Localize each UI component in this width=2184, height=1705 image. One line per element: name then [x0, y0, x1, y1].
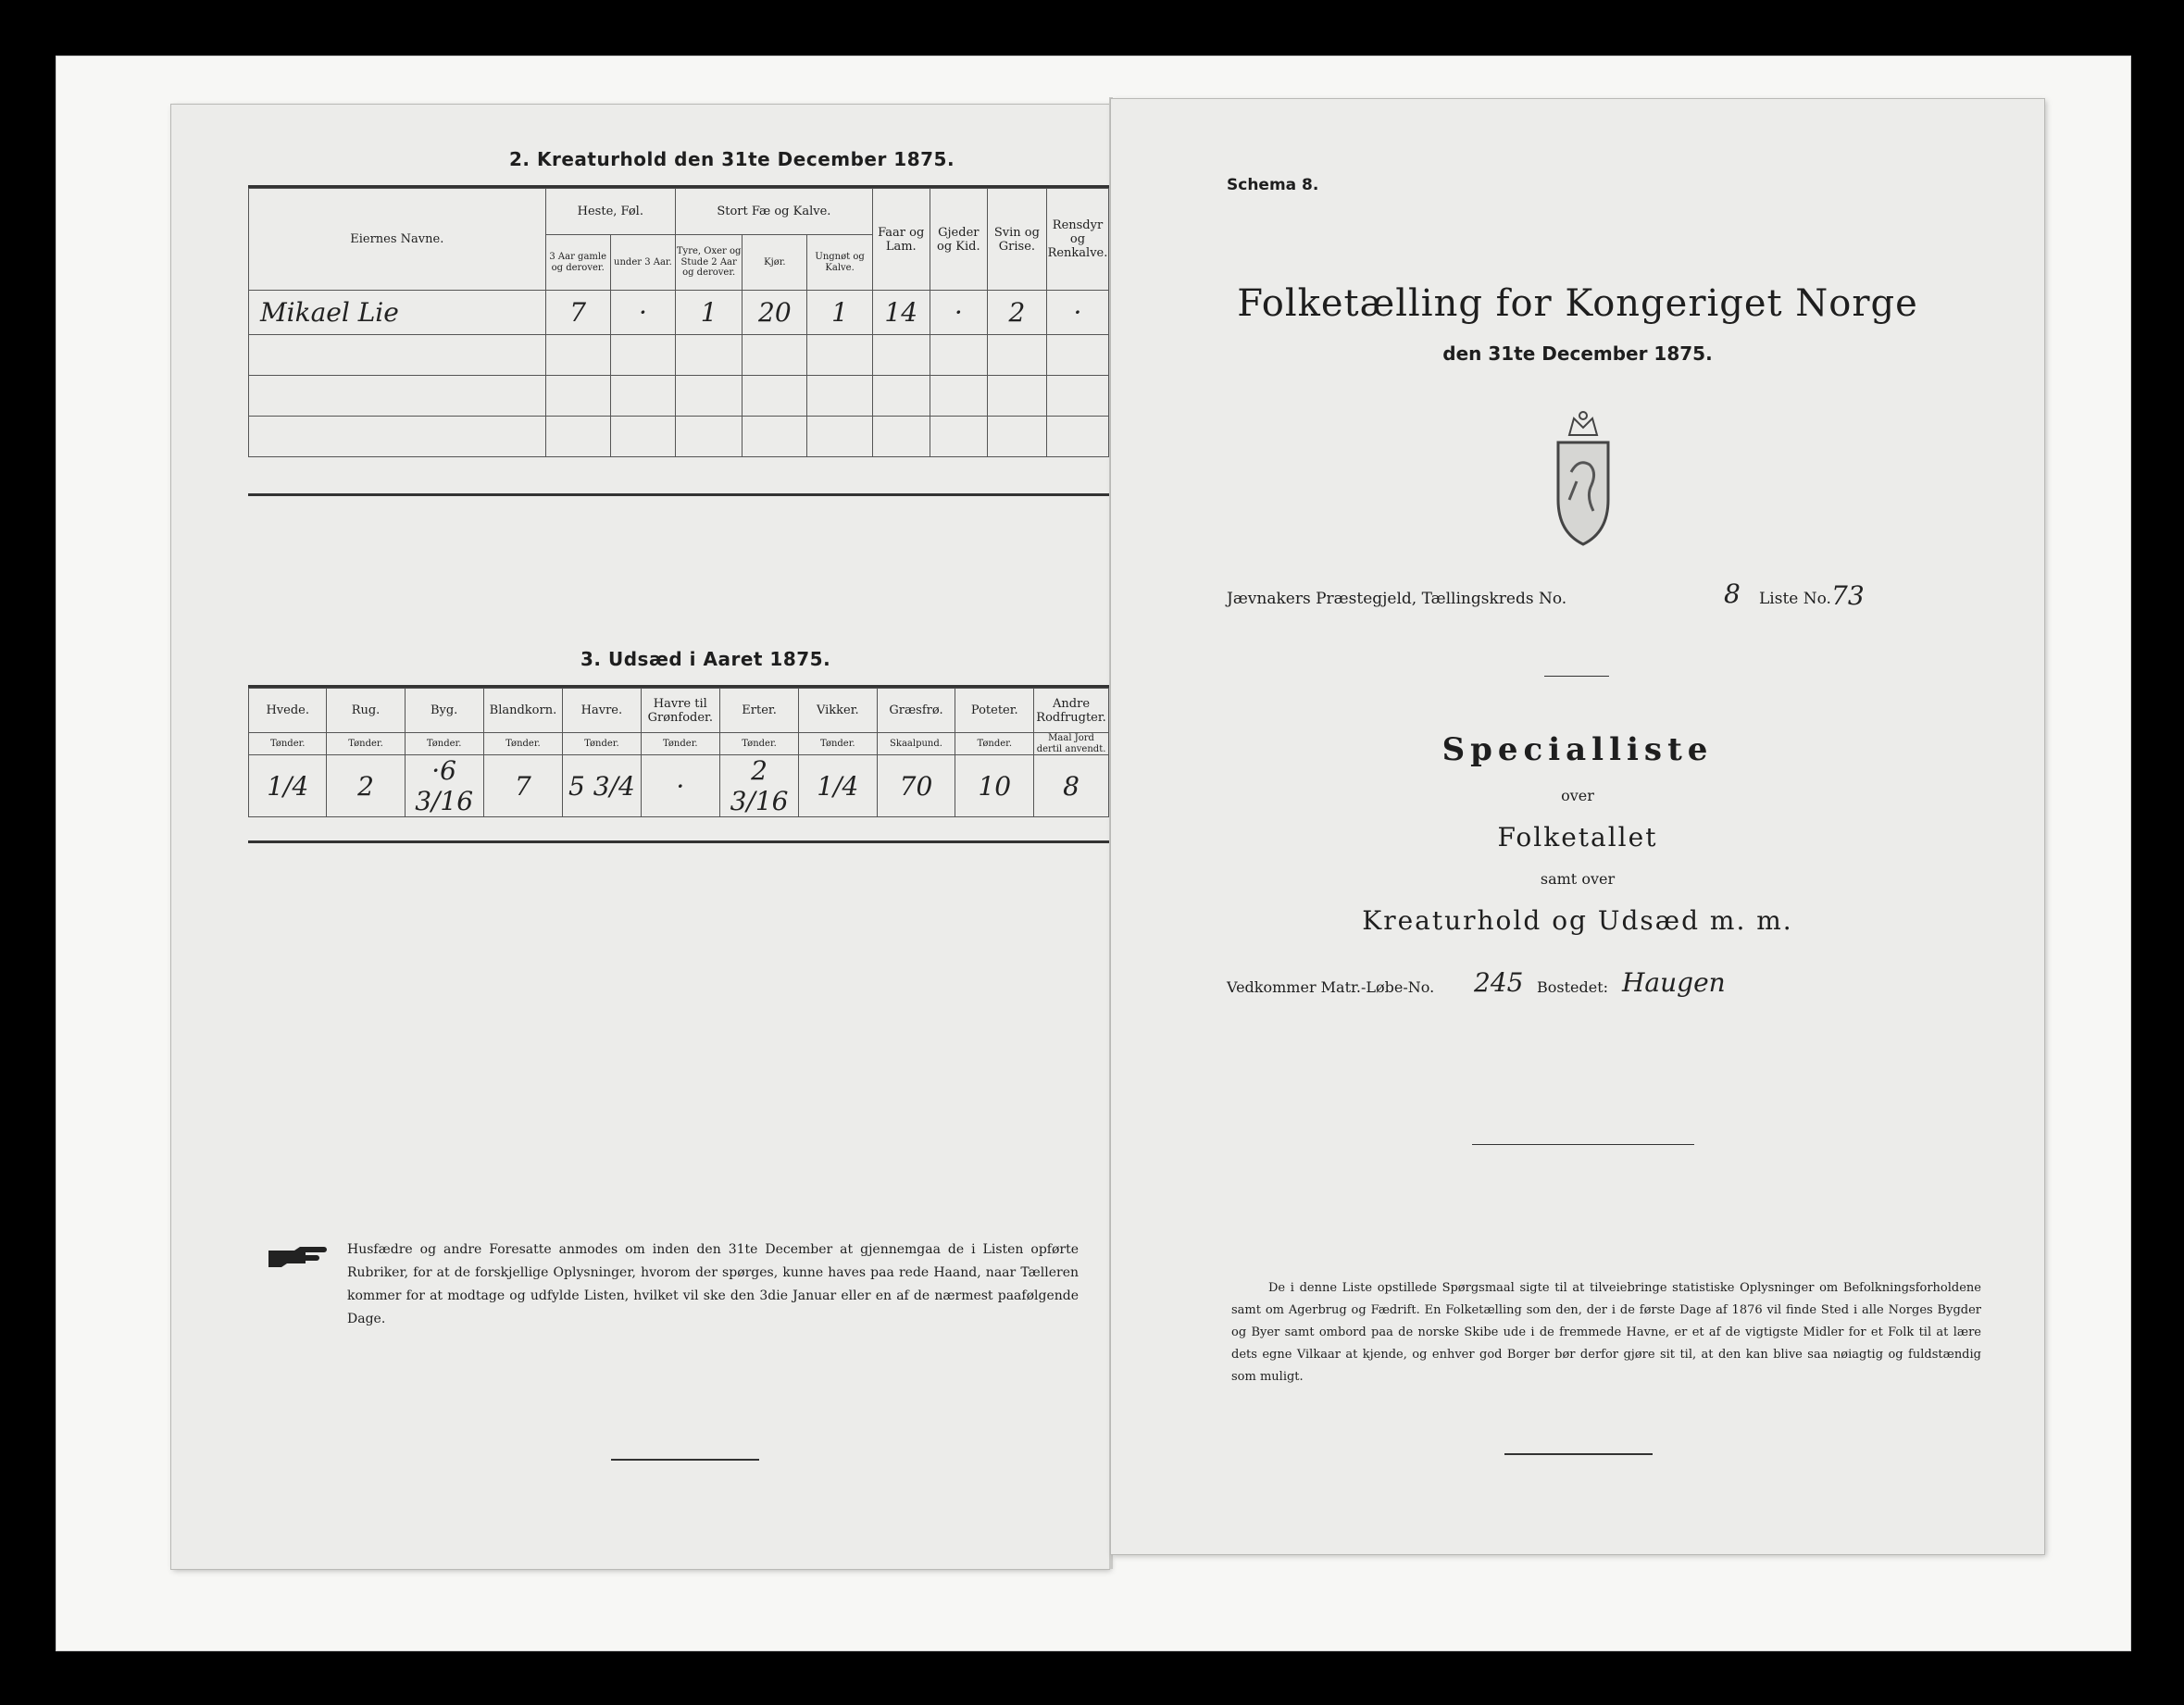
owner-cell: Mikael Lie [249, 291, 546, 335]
coat-of-arms-icon [1541, 407, 1625, 546]
horses-young-cell: · [610, 291, 675, 335]
seed-unit-5: Tønder. [641, 733, 719, 755]
list-number: 73 [1831, 580, 1865, 611]
bosted-label: Bostedet: [1537, 978, 1609, 996]
reindeer-cell: · [1046, 291, 1108, 335]
cows-header: Kjør. [743, 235, 807, 291]
horses-header: Heste, Føl. [545, 189, 675, 235]
seed-value-8: 70 [877, 755, 955, 817]
goats-header: Gjeder og Kid. [930, 189, 987, 291]
seed-unit-9: Tønder. [955, 733, 1034, 755]
matr-number: 245 [1474, 967, 1524, 998]
seed-header-6: Erter. [720, 689, 799, 733]
district-label: Jævnakers Præstegjeld, Tællingskreds No. [1227, 590, 1567, 608]
cattle-header: Stort Fæ og Kalve. [676, 189, 873, 235]
seed-unit-2: Tønder. [405, 733, 483, 755]
seed-header-0: Hvede. [249, 689, 327, 733]
seed-table [248, 688, 1109, 817]
horses-old-cell: 7 [545, 291, 610, 335]
seed-value-7: 1/4 [799, 755, 877, 817]
seed-bottom-rule [248, 840, 1109, 843]
seed-value-3: 7 [483, 755, 563, 817]
seed-title: 3. Udsæd i Aaret 1875. [580, 648, 831, 670]
seed-unit-7: Tønder. [799, 733, 877, 755]
mid-rule [1472, 1144, 1694, 1145]
seed-value-10: 8 [1034, 755, 1109, 817]
folketallet-heading: Folketallet [1497, 822, 1658, 852]
short-rule [1544, 676, 1609, 677]
table-row [249, 417, 1109, 457]
seed-header-9: Poteter. [955, 689, 1034, 733]
young-cattle-cell: 1 [807, 291, 872, 335]
cows-cell: 20 [743, 291, 807, 335]
bosted-value: Haugen [1622, 967, 1726, 998]
census-title: Folketælling for Kongeriget Norge [1237, 282, 1918, 325]
seed-unit-10: Maal Jord dertil anvendt. [1034, 733, 1109, 755]
seed-unit-3: Tønder. [483, 733, 563, 755]
livestock-table [248, 188, 1109, 457]
seed-unit-6: Tønder. [720, 733, 799, 755]
seed-value-2: ·6 3/16 [405, 755, 483, 817]
sheep-cell: 14 [872, 291, 930, 335]
seed-header-2: Byg. [405, 689, 483, 733]
list-label: Liste No. [1759, 590, 1831, 608]
livestock-title: 2. Kreaturhold den 31te December 1875. [509, 148, 955, 170]
young-cattle-header: Ungnøt og Kalve. [807, 235, 872, 291]
seed-header-5: Havre til Grønfoder. [641, 689, 719, 733]
matr-label: Vedkommer Matr.-Løbe-No. [1227, 978, 1435, 996]
footer-paragraph: De i denne Liste opstillede Spørgsmaal sigte til at tilveiebringe statistiske Oplysninger om Befolkningsforholdene samt om Agerbrug og Fædrift. En Folketælling som den, der i de første Dage af 1876 vil finde Sted i alle Norges Bygder og Byer samt ombord paa de norske Skibe ude i de fremmede Havne, er et af de vigtigste Midler for et Folk til at lære dets egne Vilkaar at kjende, og enhver god Borger bør derfor gjøre sit til, at den kan blive saa nøiagtig og fuldstændig som muligt. [1231, 1281, 1981, 1384]
pigs-header: Svin og Grise. [987, 189, 1046, 291]
left-end-rule [611, 1459, 759, 1461]
seed-unit-4: Tønder. [563, 733, 641, 755]
pointing-hand-icon [267, 1245, 328, 1267]
seed-value-1: 2 [327, 755, 405, 817]
seed-value-9: 10 [955, 755, 1034, 817]
kreaturhold-heading: Kreaturhold og Udsæd m. m. [1362, 905, 1793, 936]
reindeer-header: Rensdyr og Renkalve. [1046, 189, 1108, 291]
table-row [249, 335, 1109, 376]
seed-value-6: 2 3/16 [720, 755, 799, 817]
seed-header-1: Rug. [327, 689, 405, 733]
seed-header-4: Havre. [563, 689, 641, 733]
horses-old-header: 3 Aar gamle og derover. [545, 235, 610, 291]
seed-header-3: Blandkorn. [483, 689, 563, 733]
over-label: over [1561, 787, 1594, 804]
right-end-rule [1504, 1453, 1653, 1455]
schema-label: Schema 8. [1227, 176, 1319, 194]
goats-cell: · [930, 291, 987, 335]
sheep-header: Faar og Lam. [872, 189, 930, 291]
table-row [249, 376, 1109, 417]
seed-value-4: 5 3/4 [563, 755, 641, 817]
notice-text: Husfædre og andre Foresatte anmodes om inden den 31te December at gjennemgaa de i Listen opførte Rubriker, for at de forskjellige Oplysninger, hvorom der spørges, kunne haves paa rede Haand, naar Tælleren kommer for at modtage og udfylde Listen, hvilket vil ske den 3die Januar eller en af de nærmest paafølgende Dage. [347, 1242, 1079, 1326]
seed-value-0: 1/4 [249, 755, 327, 817]
seed-header-8: Græsfrø. [877, 689, 955, 733]
table-bottom-rule [248, 493, 1109, 496]
seed-value-5: · [641, 755, 719, 817]
seed-unit-1: Tønder. [327, 733, 405, 755]
horses-young-header: under 3 Aar. [610, 235, 675, 291]
seed-unit-0: Tønder. [249, 733, 327, 755]
bulls-header: Tyre, Oxer og Stude 2 Aar og derover. [676, 235, 743, 291]
pigs-cell: 2 [987, 291, 1046, 335]
district-number: 8 [1724, 579, 1741, 609]
owner-header: Eiernes Navne. [249, 189, 546, 291]
seed-header-10: Andre Rodfrugter. [1034, 689, 1109, 733]
seed-header-7: Vikker. [799, 689, 877, 733]
seed-unit-8: Skaalpund. [877, 733, 955, 755]
specialliste-heading: Specialliste [1441, 731, 1714, 768]
samt-over-label: samt over [1540, 870, 1616, 888]
bulls-cell: 1 [676, 291, 743, 335]
census-subtitle: den 31te December 1875. [1442, 342, 1713, 365]
